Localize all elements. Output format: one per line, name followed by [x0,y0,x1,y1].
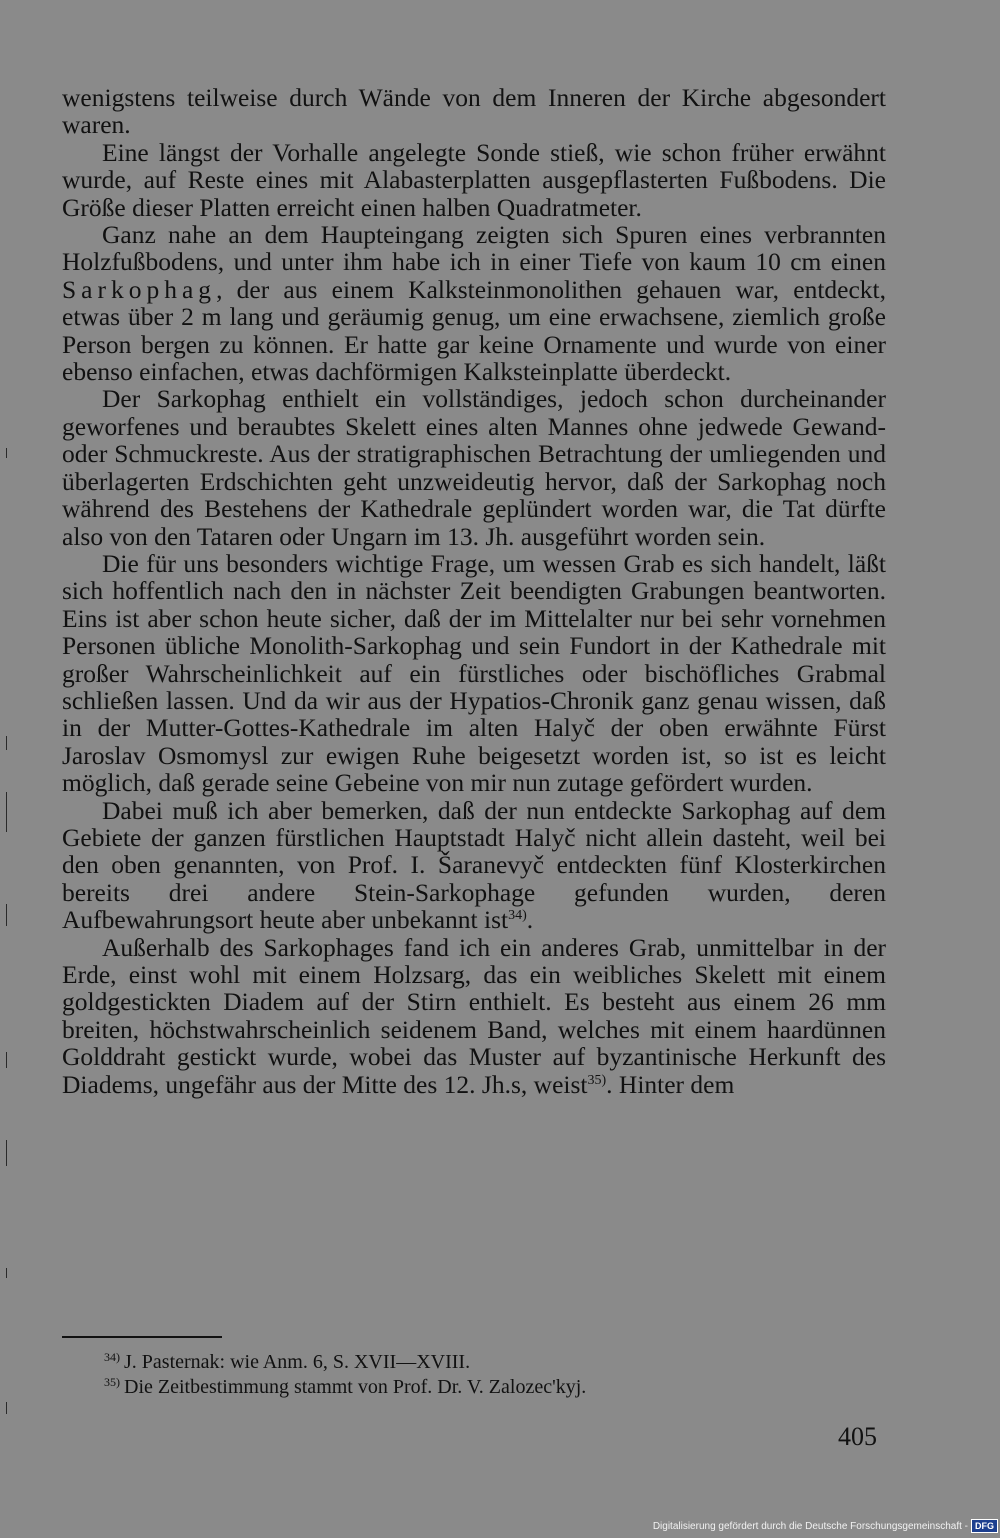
body-text [62,84,886,1098]
paragraph: Der Sarkophag enthielt ein vollständiges, jedoch schon durcheinander geworfenes und beraubtes Skelett eines alten Mannes ohne jedwede Gewand- oder Schmuckreste. Aus der stratigraphischen Betrachtung der umliegenden und überlagerten Erdschichten geht unzweideutig hervor, daß der Sarkophag noch während des Bestehens der Kathedrale geplündert worden war, die Tat dürfte also von den Tataren oder Ungarn im 13. Jh. ausgeführt worden sein. [62,384,886,551]
credit-text: Digitalisierung gefördert durch die Deutsche Forschungsgemeinschaft - [652,1520,968,1532]
scan-mark [6,448,7,458]
page-number: 405 [838,1422,877,1451]
footnote-reference[interactable]: 34) [508,908,527,924]
scan-mark [6,1402,7,1414]
scan-mark [6,904,7,926]
footnotes [104,1350,884,1400]
footnote-reference[interactable]: 35) [587,1072,607,1088]
scan-mark [6,1140,7,1166]
emphasized-word: Sarkophag [62,274,217,304]
footnote [104,1375,884,1400]
paragraph: Ganz nahe an dem Haupteingang zeigten sich Spuren eines verbrannten Holzfußbodens, und unter ihm habe ich in einer Tiefe von kaum 10 cm einen Sarkophag, der aus einem Kalksteinmonolithen gehauen war, entdeckt, etwas über 2 m lang und geräumig genug, um eine erwachsene, ziemlich große Person bergen zu können. Er hatte gar keine Ornamente und wurde von einer ebenso einfachen, etwas dachförmigen Kalksteinplatte überdeckt. [62,220,886,387]
footnote-divider [62,1336,222,1338]
digitization-credit [653,1519,998,1533]
scan-mark [6,1268,7,1278]
footnote-marker: 35) [104,1375,120,1389]
paragraph: wenigstens teilweise durch Wände von dem Inneren der Kirche abgesondert waren. [62,83,886,140]
footnote-text: Die Zeitbestimmung stammt von Prof. Dr. V. Zalozec'kyj. [124,1376,587,1398]
footnote-marker: 34) [104,1350,120,1364]
scan-mark [6,792,7,832]
scan-mark [6,736,7,750]
footnote-text: J. Pasternak: wie Anm. 6, S. XVII—XVIII. [124,1351,471,1373]
paragraph: Dabei muß ich aber bemerken, daß der nun entdeckte Sarkophag auf dem Gebiete der ganzen fürstlichen Hauptstadt Halyč nicht allein dasteht, weil bei den oben genannten, von Prof. I. Šaranevyč entdeckten fünf Klosterkirchen bereits drei andere Stein-Sarkophage gefunden wurden, deren Aufbewahrungsort heute aber unbekannt ist$^{34)}$. [62,795,886,935]
footnote [104,1350,884,1375]
paragraph: Eine längst der Vorhalle angelegte Sonde stieß, wie schon früher erwähnt wurde, auf Reste eines mit Alabasterplatten ausgepflasterten Fußbodens. Die Größe dieser Platten erreicht einen halben Quadratmeter. [62,137,886,222]
dfg-logo-icon: DFG [971,1519,998,1533]
paragraph: Die für uns besonders wichtige Frage, um wessen Grab es sich handelt, läßt sich hoffentlich nach den in nächster Zeit beendigten Grabungen beantworten. Eins ist aber schon heute sicher, daß der im Mittelalter nur bei sehr vornehmen Personen übliche Monolith-Sarkophag und sein Fundort in der Kathedrale mit großer Wahrscheinlichkeit auf ein fürstliches oder bischöfliches Grabmal schließen lassen. Und da wir aus der Hypatios-Chronik ganz genau wissen, daß in der Mutter-Gottes-Kathedrale im alten Halyč der oben erwähnte Fürst Jaroslav Osmomysl zur ewigen Ruhe beigesetzt worden ist, so ist es leicht möglich, daß gerade seine Gebeine von mir nun zutage gefördert wurden. [62,548,886,798]
paragraph: Außerhalb des Sarkophages fand ich ein anderes Grab, unmittelbar in der Erde, einst wohl mit einem Holzsarg, das ein weibliches Skelett mit einem goldgestickten Diadem auf der Stirn enthielt. Es besteht aus einem 26 mm breiten, höchstwahrscheinlich seidenem Band, welches mit einem haardünnen Golddraht gestickt wurde, wobei das Muster auf byzantinische Herkunft des Diadems, ungefähr aus der Mitte des 12. Jh.s, weist$^{35)}$. Hinter dem [62,932,886,1099]
scan-mark [6,1052,7,1068]
